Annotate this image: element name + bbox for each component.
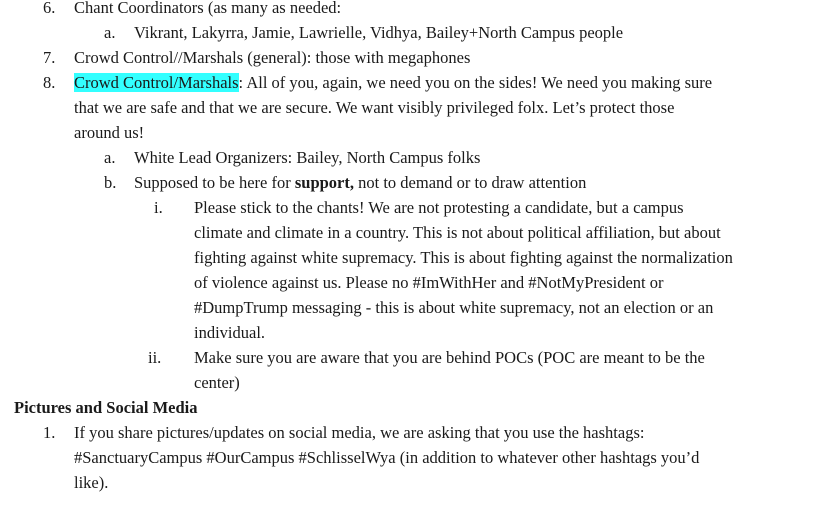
list-item-text: Chant Coordinators (as many as needed:: [74, 0, 342, 17]
list-item-text-continuation: #DumpTrump messaging - this is about white supremacy, not an election or an: [194, 298, 714, 317]
list-marker: ii.: [148, 348, 162, 367]
list-item-text: Please stick to the chants! We are not protesting a candidate, but a campus: [194, 198, 684, 217]
text-pre: Supposed to be here for: [134, 173, 295, 192]
list-item-text: [74, 70, 712, 95]
list-item-text: White Lead Organizers: Bailey, North Campus folks: [134, 148, 481, 167]
list-item-text-rest: : All of you, again, we need you on the sides! We need you making sure: [238, 73, 713, 92]
text-post: not to demand or to draw attention: [354, 173, 587, 192]
list-marker: a.: [104, 148, 116, 167]
list-item-text-continuation: that we are safe and that we are secure. We want visibly privileged folx. Let’s protect those: [74, 98, 675, 117]
list-marker: 1.: [43, 423, 56, 442]
list-item-text: Crowd Control//Marshals (general): those with megaphones: [74, 48, 471, 67]
list-item-text-continuation: around us!: [74, 123, 145, 142]
highlighted-text: Crowd Control/Marshals: [74, 73, 239, 92]
bold-text: support,: [294, 173, 354, 192]
list-item-text: Make sure you are aware that you are behind POCs (POC are meant to be the: [194, 348, 705, 367]
list-marker: a.: [104, 23, 116, 42]
list-item-text: Vikrant, Lakyrra, Jamie, Lawrielle, Vidhya, Bailey+North Campus people: [134, 23, 624, 42]
list-marker: 8.: [43, 73, 56, 92]
list-item-text-continuation: fighting against white supremacy. This is about fighting against the normalization: [194, 248, 733, 267]
list-marker: i.: [154, 198, 163, 217]
list-marker: 7.: [43, 48, 56, 67]
list-item-text-continuation: climate and climate in a country. This is not about political affiliation, but about: [194, 223, 721, 242]
list-item-text-continuation: like).: [74, 473, 109, 492]
list-item-text-continuation: of violence against us. Please no #ImWithHer and #NotMyPresident or: [194, 273, 664, 292]
list-item-text: [134, 170, 586, 195]
list-marker: b.: [104, 173, 117, 192]
list-item-text-continuation: center): [194, 373, 240, 392]
list-item-text: If you share pictures/updates on social media, we are asking that you use the hashtags:: [74, 423, 645, 442]
list-marker: 6.: [43, 0, 56, 17]
section-heading: Pictures and Social Media: [14, 398, 198, 417]
list-item-text-continuation: #SanctuaryCampus #OurCampus #SchlisselWya (in addition to whatever other hashtags you’d: [74, 448, 700, 467]
list-item-text-continuation: individual.: [194, 323, 266, 342]
